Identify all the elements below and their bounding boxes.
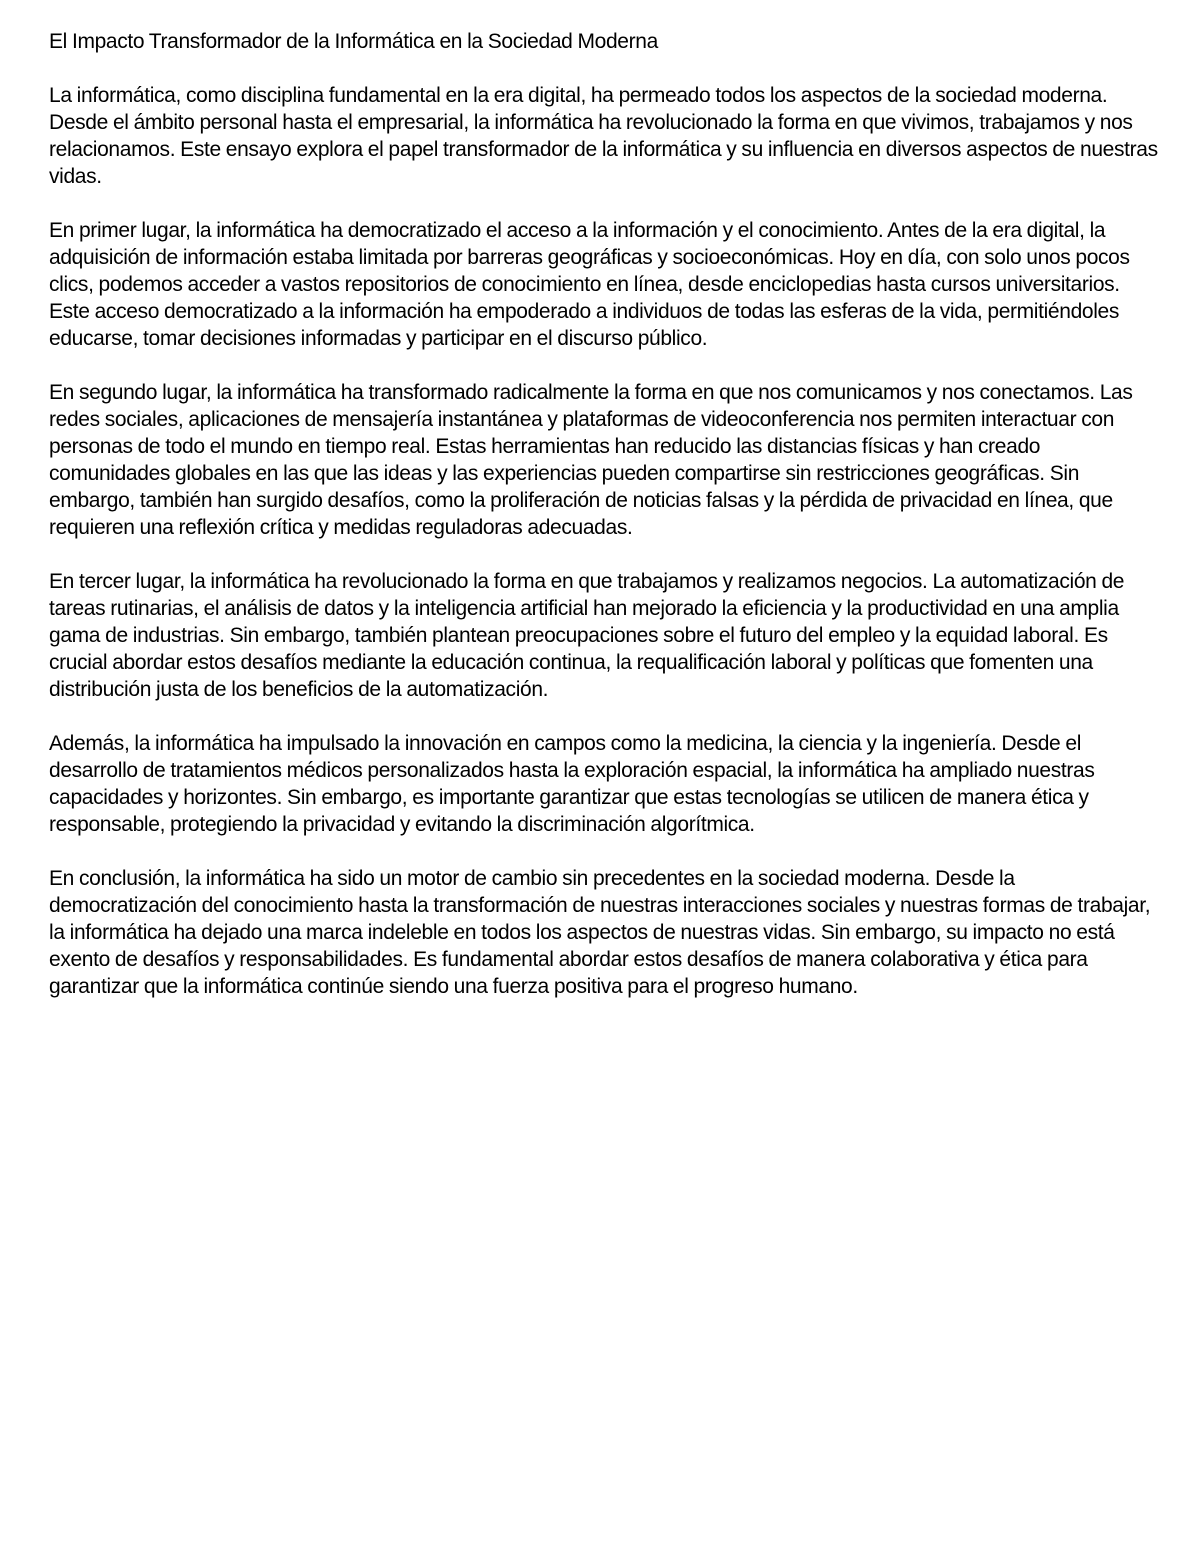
paragraph-communication: En segundo lugar, la informática ha transformado radicalmente la forma en que nos comunicamos y nos conectamos. Las redes sociales, aplicaciones de mensajería instantánea y plataformas de videoconferencia nos permiten interactuar con personas de todo el mundo en tiempo real. Estas herramientas han reducido las distancias físicas y han creado comunidades globales en las que las ideas y las experiencias pueden compartirse sin restricciones geográficas. Sin embargo, también han surgido desafíos, como la proliferación de noticias falsas y la pérdida de privacidad en línea, que requieren una reflexión crítica y medidas reguladoras adecuadas. [49, 381, 1133, 539]
paragraph-innovation: Además, la informática ha impulsado la innovación en campos como la medicina, la ciencia y la ingeniería. Desde el desarrollo de tratamientos médicos personalizados hasta la exploración espacial, la informática ha ampliado nuestras capacidades y horizontes. Sin embargo, es importante garantizar que estas tecnologías se utilicen de manera ética y responsable, protegiendo la privacidad y evitando la discriminación algorítmica. [49, 732, 1095, 836]
paragraph-conclusion: En conclusión, la informática ha sido un motor de cambio sin precedentes en la sociedad moderna. Desde la democratización del conocimiento hasta la transformación de nuestras interacciones sociales y nuestras formas de trabajar, la informática ha dejado una marca indeleble en todos los aspectos de nuestras vidas. Sin embargo, su impacto no está exento de desafíos y responsabilidades. Es fundamental abordar estos desafíos de manera colaborativa y ética para garantizar que la informática continúe siendo una fuerza positiva para el progreso humano. [49, 867, 1151, 998]
paragraph-work-and-business: En tercer lugar, la informática ha revolucionado la forma en que trabajamos y realizamos negocios. La automatización de tareas rutinarias, el análisis de datos y la inteligencia artificial han mejorado la eficiencia y la productividad en una amplia gama de industrias. Sin embargo, también plantean preocupaciones sobre el futuro del empleo y la equidad laboral. Es crucial abordar estos desafíos mediante la educación continua, la requalificación laboral y políticas que fomenten una distribución justa de los beneficios de la automatización. [49, 570, 1125, 701]
document-page [49, 28, 1159, 1027]
paragraph-access-to-information: En primer lugar, la informática ha democratizado el acceso a la información y el conocimiento. Antes de la era digital, la adquisición de información estaba limitada por barreras geográficas y socioeconómicas. Hoy en día, con solo unos pocos clics, podemos acceder a vastos repositorios de conocimiento en línea, desde enciclopedias hasta cursos universitarios. Este acceso democratizado a la información ha empoderado a individuos de todas las esferas de la vida, permitiéndoles educarse, tomar decisiones informadas y participar en el discurso público. [49, 219, 1130, 350]
paragraph-intro: La informática, como disciplina fundamental en la era digital, ha permeado todos los aspectos de la sociedad moderna. Desde el ámbito personal hasta el empresarial, la informática ha revolucionado la forma en que vivimos, trabajamos y nos relacionamos. Este ensayo explora el papel transformador de la informática y su influencia en diversos aspectos de nuestras vidas. [49, 84, 1158, 188]
document-title: El Impacto Transformador de la Informática en la Sociedad Moderna [49, 30, 658, 53]
